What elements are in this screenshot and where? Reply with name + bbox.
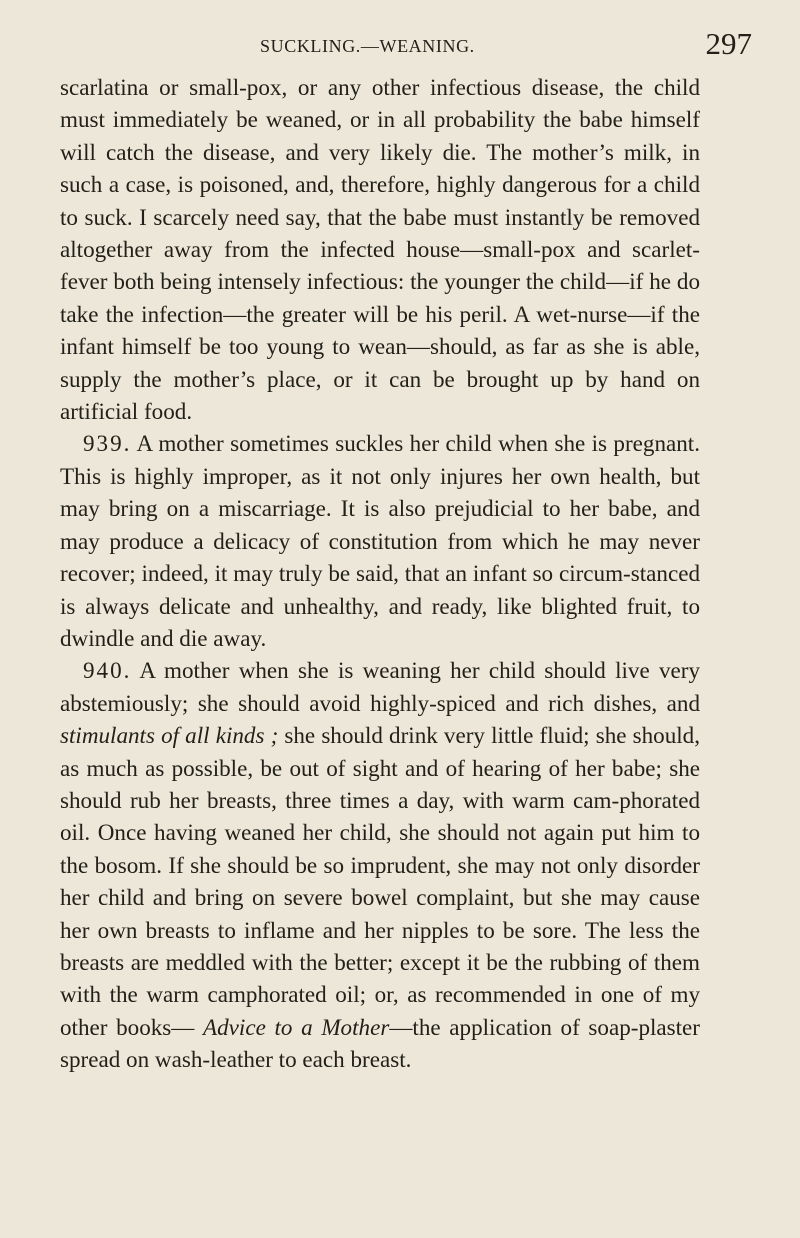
paragraph-939	[60, 427, 700, 654]
emphasis-stimulants: stimulants of all kinds ;	[60, 722, 279, 749]
paragraph-text: she should drink very little fluid; she should, as much as possible, be out of sight and of hearing of her babe; she should rub her breasts, three times a day, with warm cam-phorated oil. Once having weaned her child, she should not again put him to the bosom. If she should be so imprudent, she may not only disorder her child and bring on severe bowel complaint, but she may cause her own breasts to inflame and her nipples to be sore. The less the breasts are meddled with the better; except it be the rubbing of them with the warm camphorated oil; or, as recommended in one of my other books—	[60, 722, 700, 1040]
body-text	[60, 71, 700, 1076]
paragraph	[60, 71, 700, 427]
page-number: 297	[705, 26, 752, 61]
paragraph-text: scarlatina or small-pox, or any other infectious disease, the child must immediately be weaned, or in all probability the babe himself will catch the disease, and very likely die. The mother’s milk, in such a case, is poisoned, and, therefore, highly dangerous for a child to suck. I scarcely need say, that the babe must instantly be removed altogether away from the infected house—small-pox and scarlet-fever both being intensely infectious: the younger the child—if he do take the infection—the greater will be his peril. A wet-nurse—if the infant himself be too young to wean—should, as far as she is able, supply the mother’s place, or it can be brought up by hand on artificial food.	[60, 74, 700, 425]
paragraph-940	[60, 654, 700, 1075]
paragraph-text: A mother when she is weaning her child should live very abstemiously; she should avoid highly-spiced and rich dishes, and	[60, 657, 700, 716]
running-head	[60, 26, 752, 66]
paragraph-text: A mother sometimes suckles her child when she is pregnant. This is highly improper, as it not only injures her own health, but may bring on a miscarriage. It is also prejudicial to her babe, and may produce a delicacy of constitution from which he may never recover; indeed, it may truly be said, that an infant so circum-stanced is always delicate and unhealthy, and ready, like blighted fruit, to dwindle and die away.	[60, 430, 700, 651]
paragraph-number: 940.	[83, 657, 132, 684]
paragraph-number: 939.	[83, 430, 132, 457]
paragraph-text: —the application of soap-plaster spread on wash-leather to each breast.	[60, 1013, 700, 1073]
running-title: SUCKLING.—WEANING.	[260, 36, 475, 56]
book-title-advice-to-a-mother: Advice to a Mother	[203, 1013, 390, 1040]
